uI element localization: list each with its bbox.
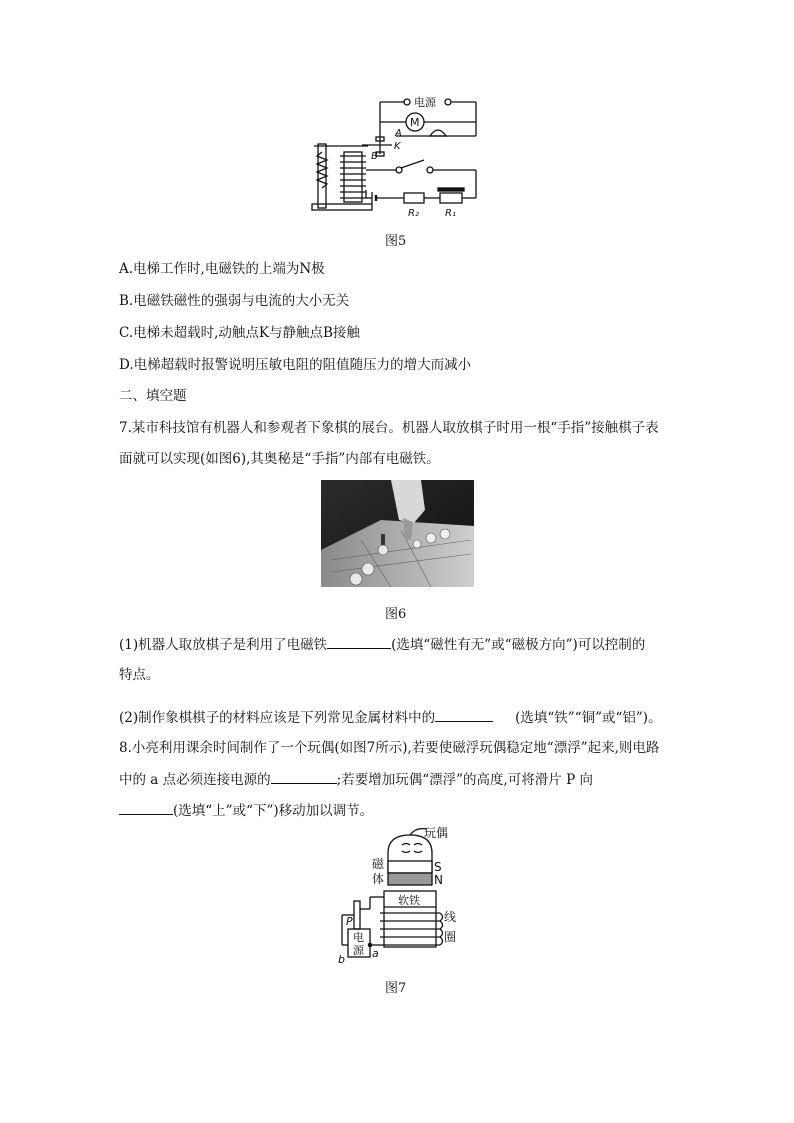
- fig7-label-iron: 软铁: [398, 894, 420, 907]
- figure-6-caption: 图6: [385, 607, 407, 622]
- fig7-label-n: N: [434, 873, 443, 887]
- fig7-label-a: a: [372, 947, 379, 960]
- fig7-label-doll: 玩偶: [424, 826, 449, 840]
- fig5-label-r2: R₂: [408, 208, 419, 219]
- figure-6-photo: [321, 480, 474, 587]
- fig7-label-coil-1: 线: [444, 910, 457, 924]
- q8-line-2-text-b: ;若要增加玩偶“漂浮”的高度,可将滑片 P 向: [336, 772, 593, 788]
- q6-option-a: A.电梯工作时,电磁铁的上端为N极: [119, 261, 325, 277]
- figure-5-circuit: [308, 92, 494, 220]
- section-title: 二、填空题: [119, 388, 187, 404]
- q7-sub1-text-a: (1)机器人取放棋子是利用了电磁铁: [119, 637, 328, 653]
- q8-line-1: 8.小亮利用课余时间制作了一个玩偶(如图7所示),若要使磁浮玩偶稳定地“漂浮”起来,则电路: [119, 740, 660, 756]
- q6-option-b: B.电磁铁磁性的强弱与电流的大小无关: [119, 293, 350, 309]
- q7-sub1-text-b: (选填“磁性有无”或“磁极方向”)可以控制的: [391, 637, 646, 653]
- fig7-label-power-1: 电: [353, 931, 364, 944]
- fig5-label-power: 电源: [414, 96, 436, 109]
- answer-blank[interactable]: [327, 634, 391, 649]
- figure-5-caption: 图5: [385, 234, 407, 249]
- fig5-label-a: A: [395, 128, 402, 139]
- q8-line-3-text: (选填“上”或“下”)移动加以调节。: [173, 803, 374, 819]
- q8-line-2: [119, 769, 593, 790]
- fig5-label-b: B: [371, 151, 378, 162]
- figure-7-diagram: [336, 825, 460, 969]
- q7-sub2-text-a: (2)制作象棋棋子的材料应该是下列常见金属材料中的: [119, 710, 436, 726]
- q6-option-d: D.电梯超载时报警说明压敏电阻的阻值随压力的增大而减小: [119, 357, 472, 373]
- fig7-label-p: P: [346, 915, 353, 928]
- q8-line-2-text-a: 中的 a 点必须连接电源的: [119, 772, 271, 788]
- fig5-label-motor: M: [410, 116, 420, 129]
- q7-sub2-line: [119, 707, 662, 728]
- q7-line-2: 面就可以实现(如图6),其奥秘是“手指”内部有电磁铁。: [119, 451, 440, 467]
- q7-sub2-text-b: (选填“铁”“铜”或“铝”)。: [515, 710, 662, 726]
- answer-blank[interactable]: [271, 769, 337, 784]
- fig7-label-power-2: 源: [353, 944, 364, 957]
- answer-blank[interactable]: [435, 707, 493, 722]
- figure-7-caption: 图7: [385, 981, 407, 996]
- fig7-label-s: S: [434, 860, 442, 874]
- fig7-label-b: b: [338, 953, 345, 966]
- q7-sub1-line-2: 特点。: [119, 667, 160, 683]
- q8-line-3: [119, 800, 373, 821]
- answer-blank[interactable]: [119, 800, 173, 815]
- q7-sub1-line-1: [119, 634, 645, 655]
- fig7-label-magnet-1: 磁: [372, 857, 385, 871]
- fig7-label-coil-2: 圈: [444, 930, 457, 944]
- fig5-label-k: K: [394, 141, 401, 152]
- q7-line-1: 7.某市科技馆有机器人和参观者下象棋的展台。机器人取放棋子时用一根“手指”接触棋子表: [119, 420, 659, 436]
- fig7-label-magnet-2: 体: [372, 872, 385, 886]
- fig5-label-r1: R₁: [445, 208, 456, 219]
- q6-option-c: C.电梯未超载时,动触点K与静触点B接触: [119, 325, 360, 341]
